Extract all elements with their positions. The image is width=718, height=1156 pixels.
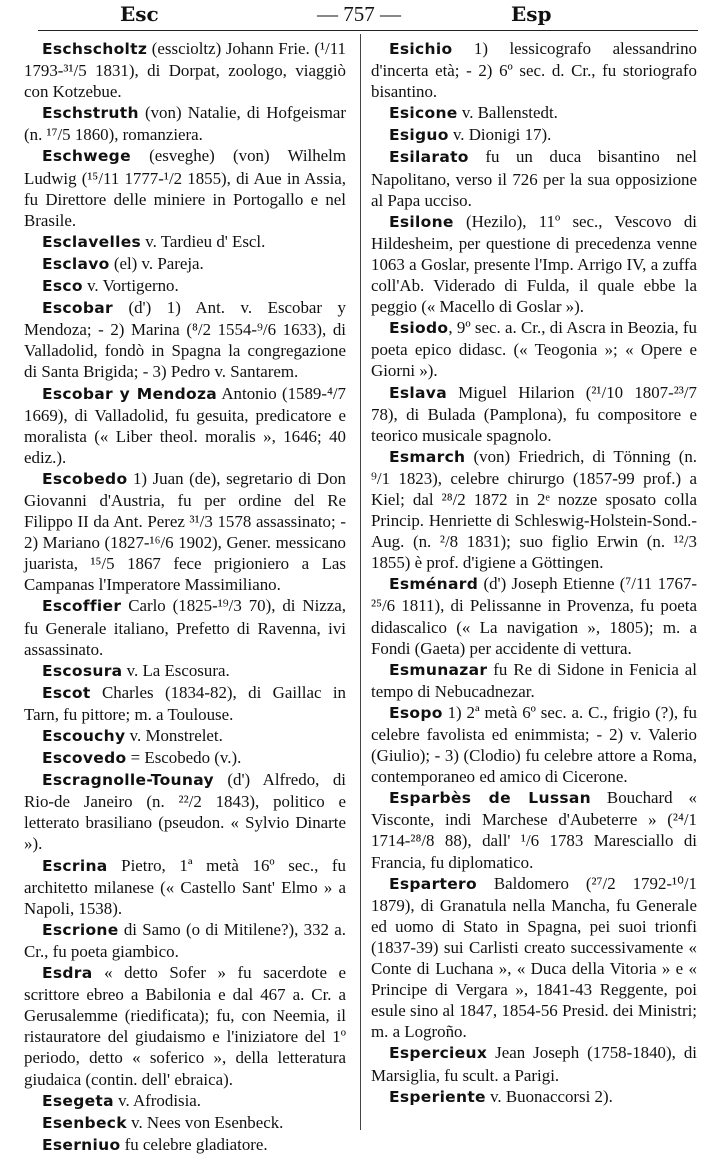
entry-text: Pietro, 1ª metà 16º sec., fu architetto milanese (« Castello Sant' Elmo » a Napoli, 1538). [24,855,346,918]
right-column [371,38,697,1108]
dictionary-entry [24,769,346,854]
entry-headword: Escot [42,683,91,702]
dictionary-entry [371,1042,697,1085]
dictionary-entry [24,1112,346,1134]
dictionary-entry [24,297,346,382]
dictionary-entry [371,1086,697,1108]
entry-text: v. Ballenstedt. [457,103,558,123]
running-head-left: Esc [120,2,159,26]
page-number: — 757 — [317,2,401,26]
entry-text: (el) v. Pareja. [109,253,204,273]
entry-text: (d') Alfredo, di Rio-de Janeiro (n. ²²/2 1843), politico e letterato brasiliano (pseudon. « Sylvio Dinarte »). [24,770,346,854]
dictionary-entry [371,382,697,446]
entry-headword: Eschstruth [42,104,139,123]
dictionary-entry [371,787,697,872]
entry-text: fu Re di Sidone in Fenicia al tempo di Nebucadnezar. [371,659,697,701]
dictionary-entry [24,962,346,1090]
entry-text: Bouchard « Visconte, indi Marchese d'Aubeterre » (²⁴/1 1714-²⁸/8 88), dall' ¹/6 1783 Maresciallo di Francia, fu diplomatico. [371,788,697,872]
entry-text: Charles (1834-82), di Gaillac in Tarn, fu pittore; m. a Toulouse. [24,682,346,724]
entry-headword: Esclavo [42,254,110,273]
entry-text: 1) Juan (de), segretario di Don Giovanni d'Austria, fu per ordine del Re Filippo II da Ant. Perez ³¹/3 1578 assassinato; - 2) Mariano (1827-¹⁶/6 1902), Gener. messicano juarista, ¹⁵/5 1867 fece prigioniero a Las Campanas l'Imperatore Massimiliano. [24,468,346,595]
entry-headword: Esparbès de Lussan [389,789,591,808]
dictionary-entry [24,275,346,297]
dictionary-entry [371,317,697,381]
entry-text: (von) Natalie, di Hofgeismar (n. ¹⁷/5 1860), romanziera. [24,103,346,145]
entry-headword: Esilarato [389,148,469,167]
dictionary-entry [371,102,697,124]
entry-text: Carlo (1825-¹⁹/3 70), di Nizza, fu Generale italiano, Prefetto di Ravenna, ivi assassinato. [24,596,346,659]
entry-headword: Esilone [389,212,454,231]
dictionary-entry [371,873,697,1043]
entry-headword: Esegeta [42,1091,114,1110]
entry-headword: Esopo [389,703,443,722]
dictionary-entry [24,468,346,596]
entry-text: (von) Friedrich, di Tönning (n. ⁹/1 1823), celebre chirurgo (1857-99 prof.) a Kiel; dal ²⁸/2 1872 in 2ᵉ nozze sposato colla Princip. Henriette di Schleswig-Holstein-Sond.-Aug. (n. ²/8 1831); suo figlio Erwin (n. ¹²/3 1855) è prof. d'igiene a Göttingen. [371,446,697,573]
dictionary-entry [371,124,697,146]
entry-headword: Eslava [389,383,447,402]
dictionary-entry [24,1134,346,1156]
entry-text: « detto Sofer » fu sacerdote e scrittore ebreo a Babilonia e dal 467 a. Cr. a Gerusalemme (riedificata); fu, con Neemia, il ristauratore del giudaismo e l'iniziatore del 1º periodo, detto « soferico », della letteratura giudaica (contin. dell' ebraica). [24,963,346,1089]
entry-text: Baldomero (²⁷/2 1792-¹⁰/1 1879), di Granatula nella Mancha, fu Generale ed uomo di Stato in Spagna, pei suoi trionfi (1837-39) sui Carlisti creato successivamente « Conte di Luchana », « Duca della Vitoria » e « Principe di Vergara », 1841-43 Reggente, poi esule sino al 1847, 1854-56 Presid. dei Ministri; m. a Logroño. [371,873,697,1042]
entry-text: v. Afrodisia. [113,1090,202,1110]
dictionary-entry [24,383,346,468]
entry-headword: Esicone [389,104,458,123]
entry-text: v. Vortigerno. [82,276,179,296]
entry-headword: Escrione [42,920,119,939]
dictionary-entry [24,595,346,659]
entry-text: (esscioltz) Johann Frie. (¹/11 1793-³¹/5 1831), di Dorpat, zoologo, viaggiò con Kotzebue. [24,39,346,102]
entry-text: fu celebre gladiatore. [120,1134,268,1154]
entry-text: (d') Joseph Etienne (⁷/11 1767-²⁵/6 1811), di Pelissanne in Provenza, fu poeta didascalico (« La navigation », 1805); m. a Fondi (Gaeta) per accidente di vettura. [371,574,697,658]
entry-text: v. La Escosura. [122,660,230,680]
dictionary-entry [24,747,346,769]
dictionary-entry [24,145,346,230]
left-column [24,38,346,1156]
entry-text: v. Nees von Esenbeck. [126,1112,284,1132]
dictionary-entry [24,725,346,747]
entry-text: , 9º sec. a. Cr., di Ascra in Beozia, fu poeta epico didasc. (« Teogonia »; « Opere e Giorni »). [371,318,697,381]
column-divider [360,34,361,1130]
entry-headword: Esperiente [389,1087,486,1106]
entry-text: Jean Joseph (1758-1840), di Marsiglia, fu scult. a Parigi. [371,1043,697,1085]
entry-text: (Hezilo), 11º sec., Vescovo di Hildesheim, per questione di precedenza venne 1063 a Goslar, presente l'Imp. Arrigo IV, a zuffa coll'Ab. Viderado di Fulda, il quale ebbe la peggio (« Macello di Goslar »). [371,211,697,317]
dictionary-entry [24,231,346,253]
entry-text: v. Tardieu d' Escl. [141,231,266,251]
entry-text: v. Buonaccorsi 2). [485,1086,613,1106]
dictionary-entry [371,38,697,102]
entry-headword: Espartero [389,874,477,893]
entry-headword: Eschscholtz [42,40,148,58]
entry-headword: Escragnolle-Tounay [42,771,214,790]
dictionary-entry [371,573,697,658]
entry-headword: Escoffier [42,597,122,616]
dictionary-entry [24,102,346,145]
running-head-right: Esp [511,2,552,26]
entry-headword: Escovedo [42,749,127,768]
entry-text: v. Monstrelet. [125,726,223,745]
entry-headword: Escouchy [42,727,126,745]
dictionary-entry [371,446,697,574]
entry-text: v. Dionigi 17). [448,125,552,145]
entry-headword: Eserniuo [42,1135,121,1154]
entry-text: 1) 2ª metà 6º sec. a. C., frigio (?), fu celebre favolista ed enimmista; - 2) v. Valerio (Giulio); - 3) (Clodio) fu celebre attore a Roma, contemporaneo ed amico di Cicerone. [371,702,697,787]
dictionary-entry [371,211,697,317]
entry-text: = Escobedo (v.). [126,748,242,768]
entry-headword: Esdra [42,964,93,983]
entry-headword: Escobedo [42,469,128,488]
header-rule [38,30,698,31]
entry-headword: Escobar y Mendoza [42,384,218,403]
entry-headword: Eschwege [42,147,131,166]
entry-text: Antonio (1589-⁴/7 1669), di Valladolid, fu gesuita, predicatore e moralista (« Liber theol. moralis », 1646; 40 ediz.). [24,383,347,467]
entry-text: 1) lessicografo alessandrino d'incerta età; - 2) 6º sec. d. Cr., fu storiografo bisantino. [371,39,697,102]
dictionary-entry [24,855,346,919]
page-header [0,0,718,34]
entry-headword: Esenbeck [42,1113,127,1132]
entry-headword: Esiguo [389,126,449,145]
dictionary-entry [371,146,697,210]
dictionary-entry [24,38,346,102]
entry-headword: Esco [42,277,83,296]
entry-text: (d') 1) Ant. v. Escobar y Mendoza; - 2) Marina (⁸/2 1554-⁹/6 1633), di Valladolid, fondò in Spagna la congregazione di Santa Brigida; - 3) Pedro v. Santarem. [24,298,346,382]
entry-headword: Esmarch [389,447,466,466]
dictionary-entry [24,1090,346,1112]
entry-text: (esveghe) (von) Wilhelm Ludwig (¹⁵/11 1777-¹/2 1855), di Aue in Assia, fu Direttore delle miniere in Portogallo e nel Brasile. [24,146,346,230]
dictionary-entry [24,919,346,962]
entry-text: di Samo (o di Mitilene?), 332 a. Cr., fu poeta giambico. [24,919,346,961]
entry-headword: Esmunazar [389,660,488,679]
entry-headword: Escrina [42,856,108,875]
entry-headword: Espercieux [389,1044,488,1063]
dictionary-entry [24,682,346,725]
entry-text: fu un duca bisantino nel Napolitano, verso il 726 per la sua opposizione al Papa ucciso. [371,147,697,210]
dictionary-entry [24,660,346,682]
entry-headword: Esménard [389,575,479,594]
entry-headword: Escobar [42,299,113,318]
entry-headword: Escosura [42,661,123,680]
dictionary-entry [371,659,697,702]
entry-headword: Esichio [389,40,453,58]
entry-headword: Esclavelles [42,232,142,251]
dictionary-entry [24,253,346,275]
dictionary-entry [371,702,697,787]
entry-headword: Esiodo [389,319,449,338]
entry-text: Miguel Hilarion (²¹/10 1807-²³/7 78), di Bulada (Pamplona), fu compositore e teorico musicale spagnolo. [371,382,697,445]
